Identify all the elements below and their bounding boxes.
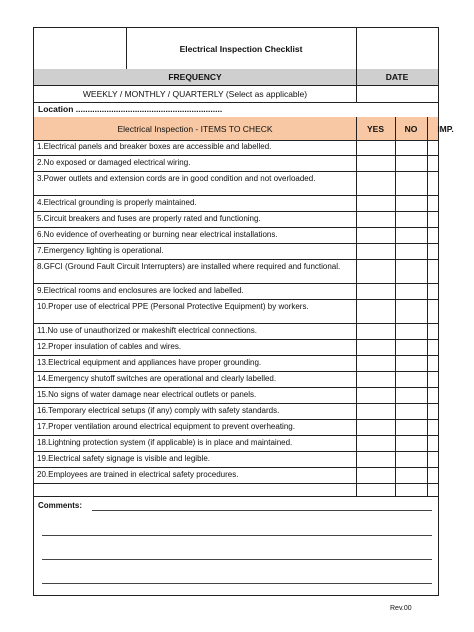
checklist-row [34, 468, 438, 484]
no-checkbox-cell[interactable] [395, 140, 396, 155]
checklist-row [34, 172, 438, 196]
items-header-row [34, 117, 454, 141]
checklist-row [34, 356, 438, 372]
imp-checkbox-cell[interactable] [427, 244, 428, 259]
no-checkbox-cell[interactable] [395, 436, 396, 451]
checklist-item-text: 17.Proper ventilation around electrical equipment to prevent overheating. [37, 422, 295, 431]
checklist-item-text: 6.No evidence of overheating or burning near electrical installations. [37, 230, 278, 239]
column-divider [395, 484, 396, 496]
comments-line[interactable] [42, 583, 432, 584]
checklist-item-text: 15.No signs of water damage near electrical outlets or panels. [37, 390, 257, 399]
form-title: Electrical Inspection Checklist [126, 28, 357, 69]
yes-checkbox-cell[interactable] [356, 372, 357, 387]
checklist-item-text: 9.Electrical rooms and enclosures are locked and labelled. [37, 286, 244, 295]
no-checkbox-cell[interactable] [395, 244, 396, 259]
yes-checkbox-cell[interactable] [356, 140, 357, 155]
no-checkbox-cell[interactable] [395, 196, 396, 211]
yes-checkbox-cell[interactable] [356, 284, 357, 299]
no-checkbox-cell[interactable] [395, 356, 396, 371]
imp-checkbox-cell[interactable] [427, 140, 428, 155]
yes-checkbox-cell[interactable] [356, 260, 357, 283]
checklist-row [34, 324, 438, 340]
checklist-row [34, 140, 438, 156]
checklist-item-text: 4.Electrical grounding is properly maintained. [37, 198, 197, 207]
checklist-row [34, 196, 438, 212]
checklist-item-text: 11.No use of unauthorized or makeshift electrical connections. [37, 326, 257, 335]
checklist-row [34, 244, 438, 260]
imp-checkbox-cell[interactable] [427, 212, 428, 227]
imp-column-header [427, 117, 454, 140]
checklist-item-text: 7.Emergency lighting is operational. [37, 246, 164, 255]
checklist-item-text: 8.GFCI (Ground Fault Circuit Interrupters) are installed where required and functional. [37, 262, 341, 271]
no-checkbox-cell[interactable] [395, 284, 396, 299]
imp-checkbox-cell[interactable] [427, 156, 428, 171]
imp-checkbox-cell[interactable] [427, 420, 428, 435]
imp-checkbox-cell[interactable] [427, 340, 428, 355]
imp-checkbox-cell[interactable] [427, 196, 428, 211]
date-label: DATE [385, 72, 409, 82]
no-checkbox-cell[interactable] [395, 340, 396, 355]
checklist-item-text: 2.No exposed or damaged electrical wiring. [37, 158, 191, 167]
imp-checkbox-cell[interactable] [427, 404, 428, 419]
imp-checkbox-cell[interactable] [427, 356, 428, 371]
checklist-row [34, 340, 438, 356]
checklist-row [34, 228, 438, 244]
comments-line[interactable] [92, 510, 432, 511]
imp-checkbox-cell[interactable] [427, 436, 428, 451]
checklist-spacer-row [34, 484, 438, 496]
yes-checkbox-cell[interactable] [356, 196, 357, 211]
imp-checkbox-cell[interactable] [427, 172, 428, 195]
yes-checkbox-cell[interactable] [356, 324, 357, 339]
imp-checkbox-cell[interactable] [427, 300, 428, 323]
checklist-item-text: 12.Proper insulation of cables and wires. [37, 342, 182, 351]
imp-checkbox-cell[interactable] [427, 372, 428, 387]
yes-checkbox-cell[interactable] [356, 452, 357, 467]
checklist-item-text: 3.Power outlets and extension cords are in good condition and not overloaded. [37, 174, 316, 183]
checklist-row [34, 388, 438, 404]
checklist-item-text: 18.Lightning protection system (if applicable) is in place and maintained. [37, 438, 293, 447]
checklist-row [34, 452, 438, 468]
yes-checkbox-cell[interactable] [356, 300, 357, 323]
yes-checkbox-cell[interactable] [356, 156, 357, 171]
checklist-row [34, 260, 438, 284]
no-checkbox-cell[interactable] [395, 228, 396, 243]
column-divider [356, 484, 357, 496]
location-row [34, 102, 438, 118]
frequency-label: FREQUENCY [34, 69, 357, 85]
checklist-row [34, 284, 438, 300]
imp-checkbox-cell[interactable] [427, 388, 428, 403]
checklist-row [34, 212, 438, 228]
imp-checkbox-cell[interactable] [427, 324, 428, 339]
checklist-form [33, 27, 454, 596]
imp-checkbox-cell[interactable] [427, 284, 428, 299]
comments-line[interactable] [42, 535, 432, 536]
revision-label: Rev.00 [390, 605, 412, 612]
checklist-items [34, 140, 438, 496]
checklist-item-text: 13.Electrical equipment and appliances have proper grounding. [37, 358, 262, 367]
yes-checkbox-cell[interactable] [356, 404, 357, 419]
frequency-row [34, 69, 438, 86]
checklist-item-text: 16.Temporary electrical setups (if any) comply with safety standards. [37, 406, 280, 415]
logo-cell [34, 28, 127, 69]
no-checkbox-cell[interactable] [395, 388, 396, 403]
yes-checkbox-cell[interactable] [356, 356, 357, 371]
checklist-row [34, 300, 438, 324]
checklist-item-text: 10.Proper use of electrical PPE (Personal Protective Equipment) by workers. [37, 302, 309, 311]
no-checkbox-cell[interactable] [395, 468, 396, 483]
no-checkbox-cell[interactable] [395, 260, 396, 283]
no-checkbox-cell[interactable] [395, 156, 396, 171]
frequency-options[interactable]: WEEKLY / MONTHLY / QUARTERLY (Select as applicable) [34, 85, 357, 102]
column-divider [427, 484, 428, 496]
checklist-item-text: 5.Circuit breakers and fuses are properly rated and functioning. [37, 214, 261, 223]
imp-column-header-text: IMP. [437, 123, 454, 134]
checklist-row [34, 436, 438, 452]
checklist-row [34, 156, 438, 172]
yes-checkbox-cell[interactable] [356, 244, 357, 259]
no-checkbox-cell[interactable] [395, 324, 396, 339]
imp-checkbox-cell[interactable] [427, 260, 428, 283]
no-column-header: NO [395, 117, 428, 140]
location-field[interactable]: Location .............................................................. [38, 104, 223, 114]
yes-checkbox-cell[interactable] [356, 388, 357, 403]
yes-checkbox-cell[interactable] [356, 436, 357, 451]
yes-checkbox-cell[interactable] [356, 212, 357, 227]
no-checkbox-cell[interactable] [395, 452, 396, 467]
yes-column-header: YES [356, 117, 396, 140]
no-checkbox-cell[interactable] [395, 212, 396, 227]
no-checkbox-cell[interactable] [395, 300, 396, 323]
no-checkbox-cell[interactable] [395, 404, 396, 419]
no-checkbox-cell[interactable] [395, 420, 396, 435]
no-checkbox-cell[interactable] [395, 372, 396, 387]
imp-checkbox-cell[interactable] [427, 228, 428, 243]
imp-checkbox-cell[interactable] [427, 468, 428, 483]
yes-checkbox-cell[interactable] [356, 468, 357, 483]
checklist-item-text: 20.Employees are trained in electrical safety procedures. [37, 470, 239, 479]
checklist-item-text: 1.Electrical panels and breaker boxes are accessible and labelled. [37, 142, 272, 151]
checklist-row [34, 420, 438, 436]
yes-checkbox-cell[interactable] [356, 340, 357, 355]
items-header-label: Electrical Inspection - ITEMS TO CHECK [34, 117, 357, 140]
yes-checkbox-cell[interactable] [356, 420, 357, 435]
yes-checkbox-cell[interactable] [356, 228, 357, 243]
checklist-item-text: 14.Emergency shutoff switches are operational and clearly labelled. [37, 374, 277, 383]
no-checkbox-cell[interactable] [395, 172, 396, 195]
checklist-item-text: 19.Electrical safety signage is visible and legible. [37, 454, 210, 463]
checklist-row [34, 404, 438, 420]
comments-label: Comments: [38, 501, 83, 510]
frequency-selection-row [34, 85, 438, 103]
checklist-row [34, 372, 438, 388]
comments-section [34, 496, 438, 597]
imp-checkbox-cell[interactable] [427, 452, 428, 467]
comments-line[interactable] [42, 559, 432, 560]
header-row [34, 28, 438, 70]
yes-checkbox-cell[interactable] [356, 172, 357, 195]
